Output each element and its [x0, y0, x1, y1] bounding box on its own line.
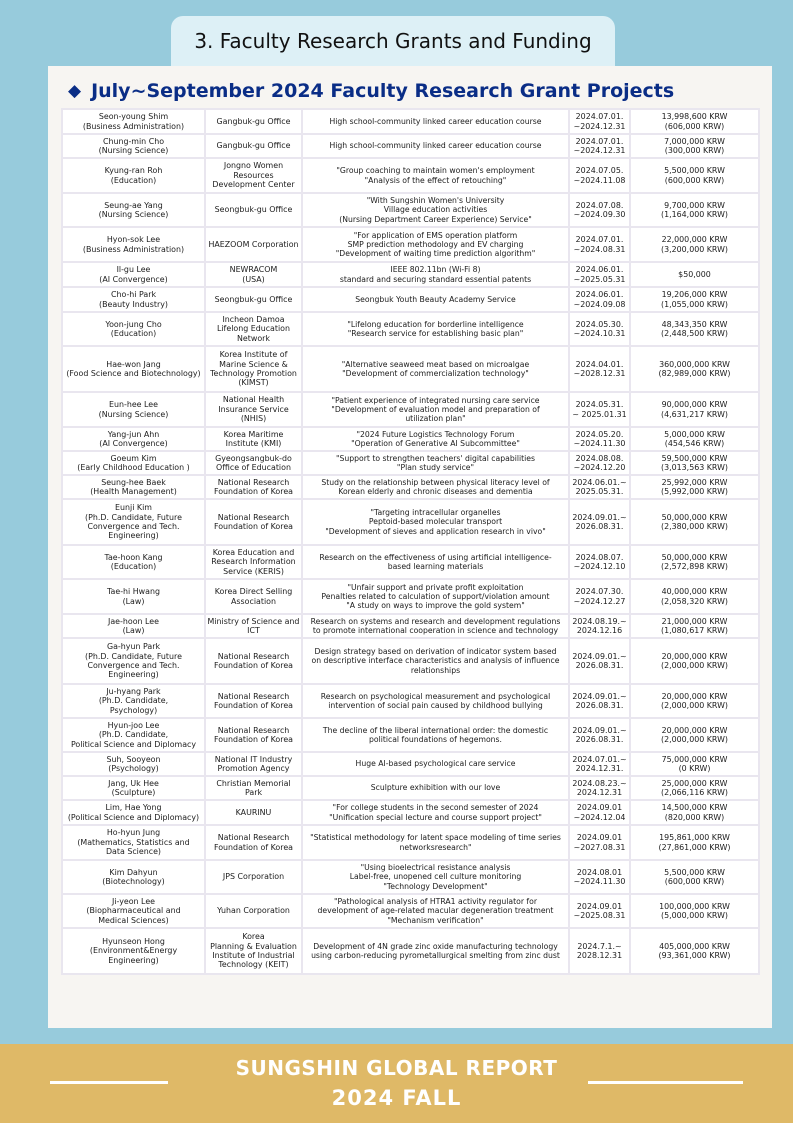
project-cell: The decline of the liberal international order: the domestic political foundations of hegemons. [302, 718, 569, 752]
project-cell: Seongbuk Youth Beauty Academy Service [302, 287, 569, 312]
funder-cell: National Research Foundation of Korea [205, 825, 302, 860]
project-cell: "With Sungshin Women's University Village education activities (Nursing Department Career Experience) Service" [302, 193, 569, 227]
project-cell: Development of 4N grade zinc oxide manufacturing technology using carbon-reducing pyrometallurgical smelting from zinc dust [302, 928, 569, 974]
funder-cell: Korea Education and Research Information Service (KERIS) [205, 545, 302, 579]
project-cell: "For college students in the second semester of 2024 "Unification special lecture and course support project" [302, 800, 569, 825]
researcher-cell: Eun-hee Lee (Nursing Science) [62, 392, 205, 427]
amount-cell: 405,000,000 KRW (93,361,000 KRW) [630, 928, 759, 974]
table-row [62, 109, 759, 134]
amount-cell: 100,000,000 KRW (5,000,000 KRW) [630, 894, 759, 928]
table-row [62, 193, 759, 227]
footer-edition: 2024 FALL [331, 1086, 462, 1110]
project-cell: High school-community linked career education course [302, 109, 569, 134]
funder-cell: Seongbuk-gu Office [205, 287, 302, 312]
researcher-cell: Kim Dahyun (Biotechnology) [62, 860, 205, 894]
researcher-cell: Ju-hyang Park (Ph.D. Candidate, Psychology) [62, 684, 205, 718]
table-row [62, 579, 759, 614]
funder-cell: Christian Memorial Park [205, 776, 302, 800]
table-row [62, 684, 759, 718]
section-title-tab [171, 16, 615, 66]
amount-cell: 21,000,000 KRW (1,080,617 KRW) [630, 614, 759, 638]
footer-divider-left [50, 1081, 168, 1084]
amount-cell: 50,000,000 KRW (2,572,898 KRW) [630, 545, 759, 579]
period-cell: 2024.09.01.~ 2026.08.31. [569, 499, 630, 545]
period-cell: 2024.04.01. ~2028.12.31 [569, 346, 630, 392]
funder-cell: Yuhan Corporation [205, 894, 302, 928]
subtitle [68, 76, 674, 106]
amount-cell: 40,000,000 KRW (2,058,320 KRW) [630, 579, 759, 614]
period-cell: 2024.09.01 ~2027.08.31 [569, 825, 630, 860]
funder-cell: National Health Insurance Service (NHIS) [205, 392, 302, 427]
table-row [62, 134, 759, 158]
amount-cell: 20,000,000 KRW (2,000,000 KRW) [630, 718, 759, 752]
researcher-cell: Hyon-sok Lee (Business Administration) [62, 227, 205, 262]
project-cell: "Support to strengthen teachers' digital capabilities "Plan study service" [302, 451, 569, 475]
funder-cell: Ministry of Science and ICT [205, 614, 302, 638]
project-cell: "Group coaching to maintain women's employment "Analysis of the effect of retouching" [302, 158, 569, 193]
funder-cell: NEWRACOM (USA) [205, 262, 302, 287]
funder-cell: Gangbuk-gu Office [205, 109, 302, 134]
researcher-cell: Hae-won Jang (Food Science and Biotechnology) [62, 346, 205, 392]
funder-cell: National Research Foundation of Korea [205, 684, 302, 718]
period-cell: 2024.09.01 ~2025.08.31 [569, 894, 630, 928]
amount-cell: 25,000,000 KRW (2,066,116 KRW) [630, 776, 759, 800]
table-row [62, 158, 759, 193]
researcher-cell: Yoon-jung Cho (Education) [62, 312, 205, 346]
amount-cell: 19,206,000 KRW (1,055,000 KRW) [630, 287, 759, 312]
table-row [62, 800, 759, 825]
table-row [62, 545, 759, 579]
funder-cell: Korea Direct Selling Association [205, 579, 302, 614]
amount-cell: 13,998,600 KRW (606,000 KRW) [630, 109, 759, 134]
researcher-cell: Seung-ae Yang (Nursing Science) [62, 193, 205, 227]
project-cell: "Pathological analysis of HTRA1 activity regulator for development of age-related macular degeneration treatment "Mechanism verification" [302, 894, 569, 928]
project-cell: "Unfair support and private profit exploitation Penalties related to calculation of support/violation amount "A study on ways to improve the gold system" [302, 579, 569, 614]
project-cell: Huge AI-based psychological care service [302, 752, 569, 776]
funder-cell: Korea Planning & Evaluation Institute of Industrial Technology (KEIT) [205, 928, 302, 974]
table-row [62, 499, 759, 545]
amount-cell: 9,700,000 KRW (1,164,000 KRW) [630, 193, 759, 227]
project-cell: "Lifelong education for borderline intelligence "Research service for establishing basic plan" [302, 312, 569, 346]
period-cell: 2024.09.01.~ 2026.08.31. [569, 718, 630, 752]
period-cell: 2024.06.01. ~2024.09.08 [569, 287, 630, 312]
section-title: 3. Faculty Research Grants and Funding [194, 29, 592, 53]
researcher-cell: Hyun-joo Lee (Ph.D. Candidate, Political Science and Diplomacy [62, 718, 205, 752]
amount-cell: 90,000,000 KRW (4,631,217 KRW) [630, 392, 759, 427]
table-row [62, 894, 759, 928]
period-cell: 2024.05.31. ~ 2025.01.31 [569, 392, 630, 427]
funder-cell: Jongno Women Resources Development Center [205, 158, 302, 193]
project-cell: Research on systems and research and development regulations to promote international cooperation in science and technology [302, 614, 569, 638]
project-cell: Research on the effectiveness of using artificial intelligence- based learning materials [302, 545, 569, 579]
footer-divider-right [588, 1081, 743, 1084]
project-cell: Study on the relationship between physical literacy level of Korean elderly and chronic diseases and dementia [302, 475, 569, 499]
period-cell: 2024.08.23.~ 2024.12.31 [569, 776, 630, 800]
researcher-cell: Ho-hyun Jung (Mathematics, Statistics and Data Science) [62, 825, 205, 860]
amount-cell: 7,000,000 KRW (300,000 KRW) [630, 134, 759, 158]
table-row [62, 312, 759, 346]
subtitle-text: July~September 2024 Faculty Research Grant Projects [91, 80, 675, 102]
period-cell: 2024.07.30. ~2024.12.27 [569, 579, 630, 614]
researcher-cell: Suh, Sooyeon (Psychology) [62, 752, 205, 776]
funder-cell: Gyeongsangbuk-do Office of Education [205, 451, 302, 475]
period-cell: 2024.08.19.~ 2024.12.16 [569, 614, 630, 638]
researcher-cell: Chung-min Cho (Nursing Science) [62, 134, 205, 158]
period-cell: 2024.06.01. ~2025.05.31 [569, 262, 630, 287]
amount-cell: $50,000 [630, 262, 759, 287]
period-cell: 2024.09.01 ~2024.12.04 [569, 800, 630, 825]
project-cell: "Patient experience of integrated nursing care service "Development of evaluation model and preparation of utilization plan" [302, 392, 569, 427]
amount-cell: 14,500,000 KRW (820,000 KRW) [630, 800, 759, 825]
project-cell: Research on psychological measurement and psychological intervention of social pain caused by childhood bullying [302, 684, 569, 718]
table-row [62, 451, 759, 475]
researcher-cell: Tae-hoon Kang (Education) [62, 545, 205, 579]
period-cell: 2024.07.01. ~2024.12.31 [569, 109, 630, 134]
funder-cell: Incheon Damoa Lifelong Education Network [205, 312, 302, 346]
amount-cell: 25,992,000 KRW (5,992,000 KRW) [630, 475, 759, 499]
period-cell: 2024.09.01.~ 2026.08.31. [569, 638, 630, 684]
amount-cell: 5,000,000 KRW (454,546 KRW) [630, 427, 759, 451]
amount-cell: 50,000,000 KRW (2,380,000 KRW) [630, 499, 759, 545]
table-row [62, 776, 759, 800]
amount-cell: 59,500,000 KRW (3,013,563 KRW) [630, 451, 759, 475]
researcher-cell: Eunji Kim (Ph.D. Candidate, Future Convergence and Tech. Engineering) [62, 499, 205, 545]
researcher-cell: Jang, Uk Hee (Sculpture) [62, 776, 205, 800]
funder-cell: KAURINU [205, 800, 302, 825]
period-cell: 2024.09.01.~ 2026.08.31. [569, 684, 630, 718]
footer-title: SUNGSHIN GLOBAL REPORT [235, 1056, 558, 1080]
project-cell: "Statistical methodology for latent space modeling of time series networksresearch" [302, 825, 569, 860]
researcher-cell: Jae-hoon Lee (Law) [62, 614, 205, 638]
funder-cell: Korea Maritime Institute (KMI) [205, 427, 302, 451]
amount-cell: 5,500,000 KRW (600,000 KRW) [630, 158, 759, 193]
project-cell: Design strategy based on derivation of indicator system based on descriptive interface characteristics and analysis of influence relationships [302, 638, 569, 684]
period-cell: 2024.05.30. ~2024.10.31 [569, 312, 630, 346]
project-cell: "Alternative seaweed meat based on microalgae "Development of commercialization technology" [302, 346, 569, 392]
project-cell: IEEE 802.11bn (Wi-Fi 8) standard and securing standard essential patents [302, 262, 569, 287]
period-cell: 2024.7.1.~ 2028.12.31 [569, 928, 630, 974]
researcher-cell: Ji-yeon Lee (Biopharmaceutical and Medical Sciences) [62, 894, 205, 928]
period-cell: 2024.08.07. ~2024.12.10 [569, 545, 630, 579]
table-row [62, 427, 759, 451]
funder-cell: JPS Corporation [205, 860, 302, 894]
amount-cell: 5,500,000 KRW (600,000 KRW) [630, 860, 759, 894]
funder-cell: Gangbuk-gu Office [205, 134, 302, 158]
table-row [62, 638, 759, 684]
project-cell: "2024 Future Logistics Technology Forum "Operation of Generative AI Subcommittee" [302, 427, 569, 451]
table-row [62, 614, 759, 638]
table-row [62, 752, 759, 776]
researcher-cell: Lim, Hae Yong (Political Science and Diplomacy) [62, 800, 205, 825]
project-cell: "Targeting intracellular organelles Peptoid-based molecular transport "Development of sieves and application research in vivo" [302, 499, 569, 545]
funder-cell: Korea Institute of Marine Science & Technology Promotion (KIMST) [205, 346, 302, 392]
amount-cell: 360,000,000 KRW (82,989,000 KRW) [630, 346, 759, 392]
amount-cell: 22,000,000 KRW (3,200,000 KRW) [630, 227, 759, 262]
funder-cell: National Research Foundation of Korea [205, 718, 302, 752]
period-cell: 2024.07.01. ~2024.08.31 [569, 227, 630, 262]
funder-cell: Seongbuk-gu Office [205, 193, 302, 227]
table-row [62, 825, 759, 860]
amount-cell: 20,000,000 KRW (2,000,000 KRW) [630, 638, 759, 684]
researcher-cell: Cho-hi Park (Beauty Industry) [62, 287, 205, 312]
table-row [62, 475, 759, 499]
project-cell: "For application of EMS operation platform SMP prediction methodology and EV charging "Development of waiting time prediction algorithm" [302, 227, 569, 262]
amount-cell: 195,861,000 KRW (27,861,000 KRW) [630, 825, 759, 860]
funder-cell: HAEZOOM Corporation [205, 227, 302, 262]
period-cell: 2024.08.08. ~2024.12.20 [569, 451, 630, 475]
researcher-cell: Goeum Kim (Early Childhood Education ) [62, 451, 205, 475]
table-row [62, 718, 759, 752]
funder-cell: National Research Foundation of Korea [205, 499, 302, 545]
period-cell: 2024.07.05. ~2024.11.08 [569, 158, 630, 193]
period-cell: 2024.07.01. ~2024.12.31 [569, 134, 630, 158]
table-row [62, 287, 759, 312]
project-cell: "Using bioelectrical resistance analysis Label-free, unopened cell culture monitoring "Technology Development" [302, 860, 569, 894]
table-row [62, 928, 759, 974]
grants-table-body [62, 109, 759, 974]
researcher-cell: Yang-jun Ahn (AI Convergence) [62, 427, 205, 451]
researcher-cell: Tae-hi Hwang (Law) [62, 579, 205, 614]
grants-table [61, 108, 760, 975]
table-row [62, 262, 759, 287]
amount-cell: 48,343,350 KRW (2,448,500 KRW) [630, 312, 759, 346]
amount-cell: 20,000,000 KRW (2,000,000 KRW) [630, 684, 759, 718]
funder-cell: National Research Foundation of Korea [205, 638, 302, 684]
researcher-cell: Il-gu Lee (AI Convergence) [62, 262, 205, 287]
table-row [62, 392, 759, 427]
project-cell: Sculpture exhibition with our love [302, 776, 569, 800]
period-cell: 2024.07.01.~ 2024.12.31. [569, 752, 630, 776]
researcher-cell: Seung-hee Baek (Health Management) [62, 475, 205, 499]
researcher-cell: Hyunseon Hong (Environment&Energy Engineering) [62, 928, 205, 974]
funder-cell: National Research Foundation of Korea [205, 475, 302, 499]
period-cell: 2024.06.01.~ 2025.05.31. [569, 475, 630, 499]
period-cell: 2024.05.20. ~2024.11.30 [569, 427, 630, 451]
content-panel [48, 66, 772, 1028]
funder-cell: National IT Industry Promotion Agency [205, 752, 302, 776]
table-row [62, 227, 759, 262]
researcher-cell: Kyung-ran Roh (Education) [62, 158, 205, 193]
project-cell: High school-community linked career education course [302, 134, 569, 158]
period-cell: 2024.08.01 ~2024.11.30 [569, 860, 630, 894]
period-cell: 2024.07.08. ~2024.09.30 [569, 193, 630, 227]
amount-cell: 75,000,000 KRW (0 KRW) [630, 752, 759, 776]
researcher-cell: Seon-young Shim (Business Administration) [62, 109, 205, 134]
footer-banner [0, 1044, 793, 1123]
table-row [62, 860, 759, 894]
table-row [62, 346, 759, 392]
researcher-cell: Ga-hyun Park (Ph.D. Candidate, Future Convergence and Tech. Engineering) [62, 638, 205, 684]
diamond-bullet-icon: ◆ [68, 81, 82, 101]
